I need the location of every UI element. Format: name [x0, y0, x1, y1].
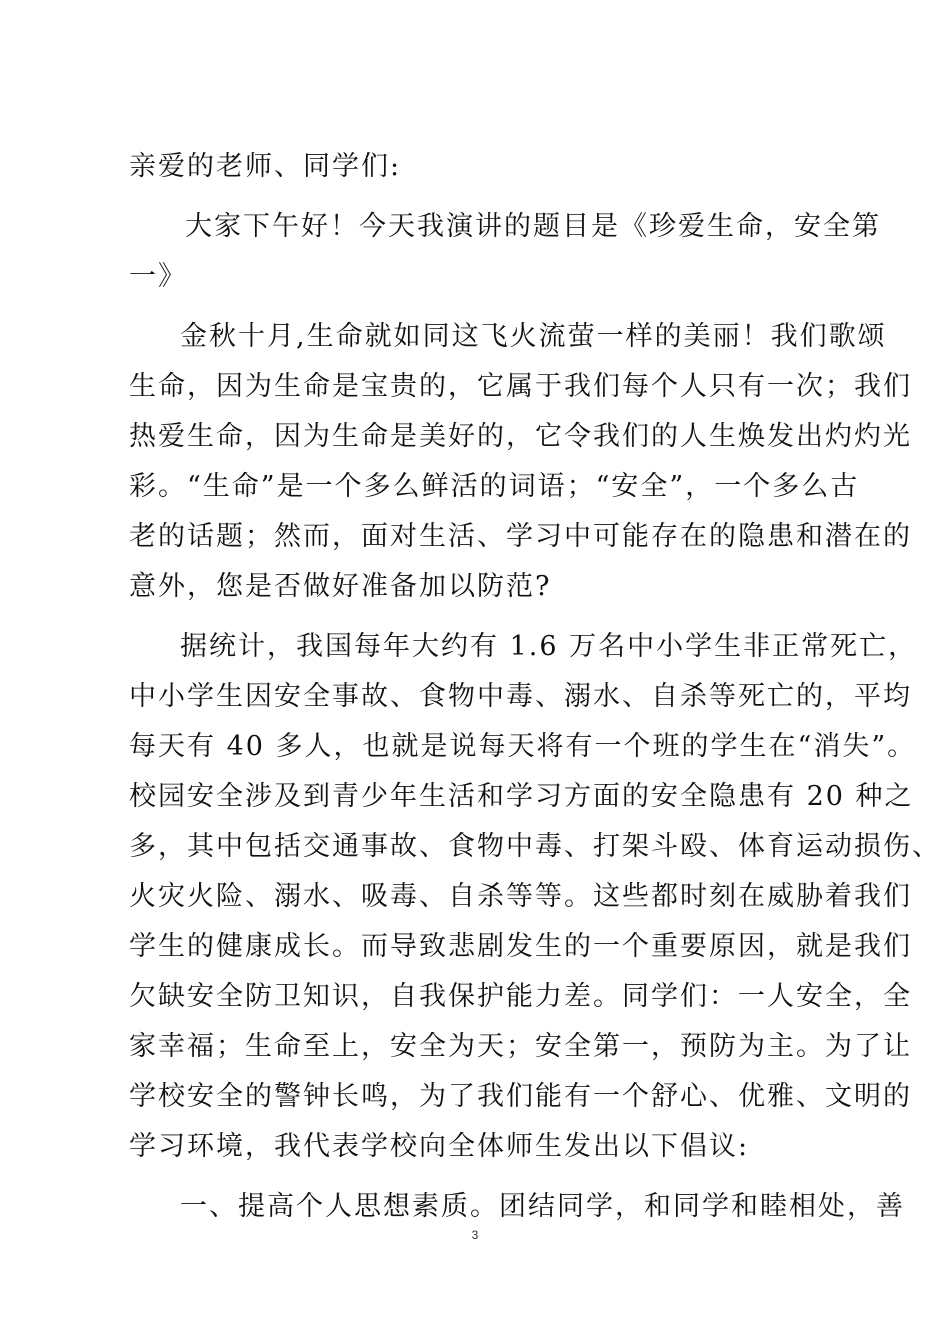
paragraph-3-line-6: 火灾火险、溺水、吸毒、自杀等等。这些都时刻在威胁着我们	[129, 881, 912, 912]
paragraph-2-line-1: 金秋十月,生命就如同这飞火流萤一样的美丽！我们歌颂	[180, 321, 887, 352]
greeting-line: 亲爱的老师、同学们:	[129, 151, 402, 182]
paragraph-3-line-2: 中小学生因安全事故、食物中毒、溺水、自杀等死亡的，平均	[129, 681, 912, 712]
paragraph-2-line-6: 意外，您是否做好准备加以防范?	[129, 571, 552, 602]
paragraph-3-line-10: 学校安全的警钟长鸣，为了我们能有一个舒心、优雅、文明的	[129, 1081, 912, 1112]
paragraph-3-line-11: 学习环境，我代表学校向全体师生发出以下倡议:	[129, 1131, 750, 1162]
paragraph-3-line-3: 每天有 40 多人，也就是说每天将有一个班的学生在“消失”。	[129, 731, 917, 762]
paragraph-3-line-4: 校园安全涉及到青少年生活和学习方面的安全隐患有 20 种之	[129, 781, 914, 812]
document-body	[129, 142, 941, 1232]
paragraph-3-line-8: 欠缺安全防卫知识，自我保护能力差。同学们：一人安全，全	[129, 981, 912, 1012]
paragraph-1-line-2: 一》	[129, 261, 187, 292]
paragraph-1-line-1: 大家下午好！今天我演讲的题目是《珍爱生命，安全第	[185, 211, 881, 242]
paragraph-4-line-1: 一、提高个人思想素质。团结同学，和同学和睦相处，善	[180, 1191, 905, 1222]
page-number: 3	[471, 1228, 479, 1242]
paragraph-3-line-7: 学生的健康成长。而导致悲剧发生的一个重要原因，就是我们	[129, 931, 912, 962]
paragraph-2-line-2: 生命，因为生命是宝贵的，它属于我们每个人只有一次；我们	[129, 371, 912, 402]
paragraph-3-line-9: 家幸福；生命至上，安全为天；安全第一，预防为主。为了让	[129, 1031, 912, 1062]
paragraph-2-line-3: 热爱生命，因为生命是美好的，它令我们的人生焕发出灼灼光	[129, 421, 912, 452]
paragraph-2-line-4: 彩。“生命”是一个多么鲜活的词语；“安全”，一个多么古	[129, 471, 860, 502]
paragraph-2-line-5: 老的话题；然而，面对生活、学习中可能存在的隐患和潜在的	[129, 521, 912, 552]
paragraph-3-line-5: 多，其中包括交通事故、食物中毒、打架斗殴、体育运动损伤、	[129, 831, 941, 862]
paragraph-3-line-1: 据统计，我国每年大约有 1.6 万名中小学生非正常死亡，	[180, 631, 918, 662]
